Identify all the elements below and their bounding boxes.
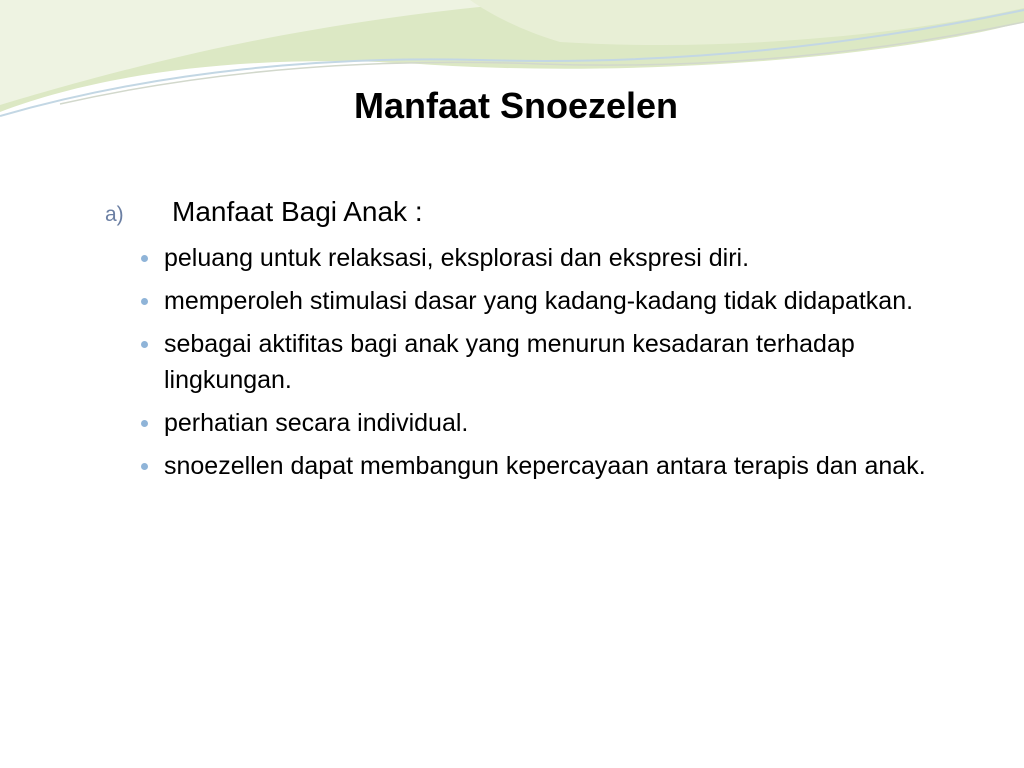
slide-content bbox=[105, 196, 965, 491]
bullet-text: snoezellen dapat membangun kepercayaan antara terapis dan anak. bbox=[164, 452, 926, 480]
bullet-dot-icon bbox=[141, 420, 148, 427]
bullet-item bbox=[105, 326, 954, 398]
bullet-dot-icon bbox=[141, 298, 148, 305]
bullet-text: perhatian secara individual. bbox=[164, 409, 469, 437]
bullet-text: memperoleh stimulasi dasar yang kadang-kadang tidak didapatkan. bbox=[164, 287, 914, 315]
section-heading: Manfaat Bagi Anak : bbox=[172, 196, 423, 227]
bullet-item bbox=[105, 240, 954, 276]
bullet-dot-icon bbox=[141, 463, 148, 470]
bullet-list bbox=[105, 240, 965, 484]
bullet-item bbox=[105, 448, 954, 484]
bullet-dot-icon bbox=[141, 255, 148, 262]
bullet-text: peluang untuk relaksasi, eksplorasi dan ekspresi diri. bbox=[164, 244, 750, 272]
section-marker: a) bbox=[105, 203, 124, 226]
bullet-dot-icon bbox=[141, 341, 148, 348]
bullet-item bbox=[105, 283, 954, 319]
slide-title: Manfaat Snoezelen bbox=[353, 85, 679, 126]
section-heading-row bbox=[105, 196, 965, 240]
bullet-item bbox=[105, 405, 954, 441]
bullet-text: sebagai aktifitas bagi anak yang menurun kesadaran terhadap lingkungan. bbox=[164, 330, 855, 394]
